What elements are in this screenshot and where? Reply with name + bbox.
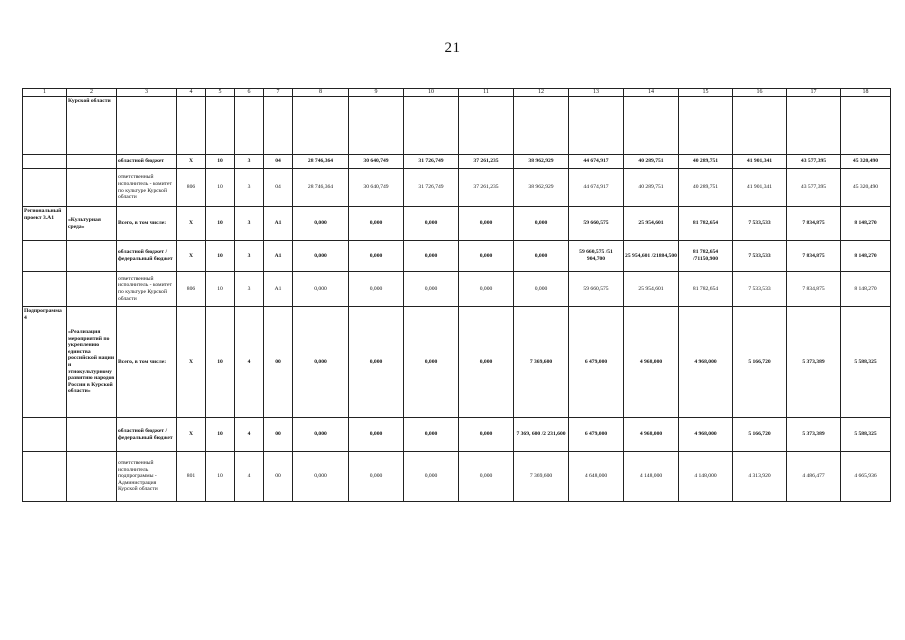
value-cell — [679, 97, 733, 155]
value-cell: 10 — [206, 418, 235, 452]
program-cell — [23, 418, 67, 452]
program-cell — [23, 452, 67, 502]
title-cell — [67, 155, 117, 169]
value-cell: 0,000 — [459, 207, 514, 241]
value-cell: 10 — [206, 307, 235, 418]
value-cell: 4 313,920 — [733, 452, 787, 502]
title-cell — [67, 418, 117, 452]
value-cell: 0,000 — [404, 418, 459, 452]
value-cell: 0,000 — [459, 452, 514, 502]
value-cell: 0,000 — [293, 452, 349, 502]
title-cell: «Реализация мероприятий по укреплению единства российской нации и этнокультурному развитию народов России в Курской области» — [67, 307, 117, 418]
value-cell: 0,000 — [404, 241, 459, 272]
value-cell — [293, 97, 349, 155]
value-cell: 3 — [235, 169, 264, 207]
value-cell: 04 — [264, 169, 293, 207]
source-cell: ответственный исполнитель - комитет по культуре Курской области — [117, 169, 177, 207]
value-cell: 44 674,917 — [569, 155, 624, 169]
column-header: 6 — [235, 89, 264, 97]
value-cell: 0,000 — [293, 418, 349, 452]
value-cell: X — [177, 307, 206, 418]
value-cell: 0,000 — [293, 307, 349, 418]
column-header: 11 — [459, 89, 514, 97]
value-cell: 5 373,389 — [787, 418, 841, 452]
title-cell: «Культурная среда» — [67, 207, 117, 241]
value-cell: 31 726,749 — [404, 169, 459, 207]
table-row — [23, 272, 891, 307]
source-cell: Всего, в том числе: — [117, 207, 177, 241]
value-cell: 0,000 — [404, 307, 459, 418]
value-cell: 7 533,533 — [733, 272, 787, 307]
value-cell — [235, 97, 264, 155]
value-cell — [841, 97, 891, 155]
value-cell: 43 577,395 — [787, 169, 841, 207]
column-header: 9 — [349, 89, 404, 97]
value-cell: 10 — [206, 452, 235, 502]
program-cell — [23, 169, 67, 207]
value-cell: 7 369,600 — [514, 452, 569, 502]
value-cell: 10 — [206, 241, 235, 272]
value-cell: 10 — [206, 169, 235, 207]
source-cell: ответственный исполнитель - комитет по культуре Курской области — [117, 272, 177, 307]
column-header: 10 — [404, 89, 459, 97]
program-cell: Подпрограмма 4 — [23, 307, 67, 418]
value-cell: 25 954,601 — [624, 272, 679, 307]
value-cell: А1 — [264, 207, 293, 241]
value-cell: 5 373,389 — [787, 307, 841, 418]
value-cell — [264, 97, 293, 155]
value-cell: 0,000 — [459, 418, 514, 452]
value-cell — [569, 97, 624, 155]
value-cell — [206, 97, 235, 155]
value-cell: 59 660,575 — [569, 272, 624, 307]
value-cell: А1 — [264, 272, 293, 307]
value-cell: 28 746,364 — [293, 169, 349, 207]
value-cell: X — [177, 155, 206, 169]
value-cell: 0,000 — [459, 272, 514, 307]
value-cell: 3 — [235, 155, 264, 169]
value-cell: 04 — [264, 155, 293, 169]
value-cell: 4 — [235, 452, 264, 502]
program-cell: Региональный проект 3.А1 — [23, 207, 67, 241]
value-cell: 0,000 — [349, 241, 404, 272]
column-header: 15 — [679, 89, 733, 97]
value-cell: 7 834,875 — [787, 241, 841, 272]
value-cell — [349, 97, 404, 155]
value-cell: 7 834,875 — [787, 272, 841, 307]
value-cell: 81 782,654 /71150,900 — [679, 241, 733, 272]
value-cell: 806 — [177, 169, 206, 207]
value-cell: 45 320,490 — [841, 169, 891, 207]
value-cell: 0,000 — [459, 307, 514, 418]
value-cell: 4 148,000 — [624, 452, 679, 502]
title-cell — [67, 452, 117, 502]
value-cell: 0,000 — [404, 207, 459, 241]
title-cell — [67, 272, 117, 307]
value-cell: 45 320,490 — [841, 155, 891, 169]
value-cell: 4 — [235, 307, 264, 418]
value-cell — [514, 97, 569, 155]
column-header-row — [23, 89, 891, 97]
value-cell: X — [177, 207, 206, 241]
value-cell: 00 — [264, 418, 293, 452]
column-header: 8 — [293, 89, 349, 97]
value-cell: 25 954,601 — [624, 207, 679, 241]
value-cell: 41 901,341 — [733, 169, 787, 207]
value-cell: 5 588,325 — [841, 307, 891, 418]
value-cell: 81 782,654 — [679, 207, 733, 241]
value-cell: X — [177, 418, 206, 452]
program-cell — [23, 272, 67, 307]
program-cell — [23, 155, 67, 169]
value-cell: 7 533,533 — [733, 207, 787, 241]
value-cell: 81 782,654 — [679, 272, 733, 307]
value-cell: 0,000 — [293, 241, 349, 272]
table-row — [23, 155, 891, 169]
program-cell — [23, 241, 67, 272]
value-cell: 0,000 — [349, 452, 404, 502]
value-cell: 44 674,917 — [569, 169, 624, 207]
value-cell: 6 479,000 — [569, 418, 624, 452]
value-cell: 40 289,751 — [624, 155, 679, 169]
value-cell: 4 968,000 — [624, 418, 679, 452]
value-cell: 40 289,751 — [679, 155, 733, 169]
value-cell — [787, 97, 841, 155]
value-cell: 7 834,875 — [787, 207, 841, 241]
value-cell: 43 577,395 — [787, 155, 841, 169]
value-cell: 4 665,936 — [841, 452, 891, 502]
value-cell: 0,000 — [514, 241, 569, 272]
source-cell: областной бюджет — [117, 155, 177, 169]
budget-table — [22, 88, 891, 502]
title-cell: Курской области — [67, 97, 117, 155]
column-header: 1 — [23, 89, 67, 97]
column-header: 2 — [67, 89, 117, 97]
value-cell: 00 — [264, 452, 293, 502]
value-cell: 30 640,749 — [349, 155, 404, 169]
column-header: 12 — [514, 89, 569, 97]
value-cell: 0,000 — [514, 207, 569, 241]
column-header: 7 — [264, 89, 293, 97]
value-cell: X — [177, 241, 206, 272]
value-cell: 0,000 — [293, 272, 349, 307]
value-cell: 38 962,929 — [514, 155, 569, 169]
column-header: 3 — [117, 89, 177, 97]
value-cell — [404, 97, 459, 155]
value-cell: 4 968,000 — [679, 307, 733, 418]
value-cell: 8 148,270 — [841, 241, 891, 272]
value-cell: 4 968,000 — [679, 418, 733, 452]
value-cell: 5 166,720 — [733, 418, 787, 452]
value-cell: 0,000 — [293, 207, 349, 241]
value-cell: 0,000 — [349, 207, 404, 241]
value-cell — [624, 97, 679, 155]
value-cell: 30 640,749 — [349, 169, 404, 207]
value-cell: 40 289,751 — [679, 169, 733, 207]
column-header: 4 — [177, 89, 206, 97]
value-cell: 5 166,720 — [733, 307, 787, 418]
title-cell — [67, 169, 117, 207]
value-cell: 3 — [235, 241, 264, 272]
value-cell: 3 — [235, 207, 264, 241]
column-header: 5 — [206, 89, 235, 97]
source-cell: областной бюджет /федеральный бюджет — [117, 241, 177, 272]
value-cell — [459, 97, 514, 155]
source-cell: областной бюджет /федеральный бюджет — [117, 418, 177, 452]
table-row — [23, 307, 891, 418]
value-cell: 8 148,270 — [841, 272, 891, 307]
table-row — [23, 207, 891, 241]
column-header: 17 — [787, 89, 841, 97]
value-cell: 0,000 — [459, 241, 514, 272]
value-cell: 37 261,235 — [459, 169, 514, 207]
column-header: 14 — [624, 89, 679, 97]
value-cell: 4 648,000 — [569, 452, 624, 502]
value-cell: 7 533,533 — [733, 241, 787, 272]
column-header: 16 — [733, 89, 787, 97]
value-cell: 31 726,749 — [404, 155, 459, 169]
value-cell: 4 968,000 — [624, 307, 679, 418]
value-cell: 25 954,601 /21884,500 — [624, 241, 679, 272]
source-cell — [117, 97, 177, 155]
value-cell: 0,000 — [404, 452, 459, 502]
page-number: 21 — [444, 40, 461, 56]
program-cell — [23, 97, 67, 155]
value-cell: 00 — [264, 307, 293, 418]
value-cell: 10 — [206, 272, 235, 307]
value-cell: 40 289,751 — [624, 169, 679, 207]
table-row — [23, 241, 891, 272]
value-cell: 0,000 — [349, 307, 404, 418]
column-header: 13 — [569, 89, 624, 97]
table-row — [23, 169, 891, 207]
value-cell: 806 — [177, 272, 206, 307]
value-cell: 38 962,929 — [514, 169, 569, 207]
value-cell: 6 479,000 — [569, 307, 624, 418]
value-cell: 0,000 — [349, 272, 404, 307]
value-cell: 0,000 — [349, 418, 404, 452]
value-cell: 0,000 — [514, 272, 569, 307]
value-cell: 10 — [206, 155, 235, 169]
value-cell: 10 — [206, 207, 235, 241]
value-cell: 4 148,000 — [679, 452, 733, 502]
value-cell: 59 660,575 /51 904,700 — [569, 241, 624, 272]
value-cell: 4 — [235, 418, 264, 452]
value-cell: 37 261,235 — [459, 155, 514, 169]
value-cell: 7 369, 600 /2 231,600 — [514, 418, 569, 452]
source-cell: ответственный исполнитель подпрограммы - Администрация Курской области — [117, 452, 177, 502]
value-cell: 7 369,600 — [514, 307, 569, 418]
title-cell — [67, 241, 117, 272]
value-cell: 801 — [177, 452, 206, 502]
value-cell: 41 901,341 — [733, 155, 787, 169]
table-row — [23, 97, 891, 155]
value-cell: 28 746,364 — [293, 155, 349, 169]
value-cell: 59 660,575 — [569, 207, 624, 241]
value-cell — [733, 97, 787, 155]
value-cell: 5 588,325 — [841, 418, 891, 452]
value-cell: А1 — [264, 241, 293, 272]
value-cell: 8 148,270 — [841, 207, 891, 241]
value-cell — [177, 97, 206, 155]
value-cell: 4 486,477 — [787, 452, 841, 502]
value-cell: 3 — [235, 272, 264, 307]
table-row — [23, 452, 891, 502]
value-cell: 0,000 — [404, 272, 459, 307]
column-header: 18 — [841, 89, 891, 97]
source-cell: Всего, в том числе: — [117, 307, 177, 418]
table-row — [23, 418, 891, 452]
